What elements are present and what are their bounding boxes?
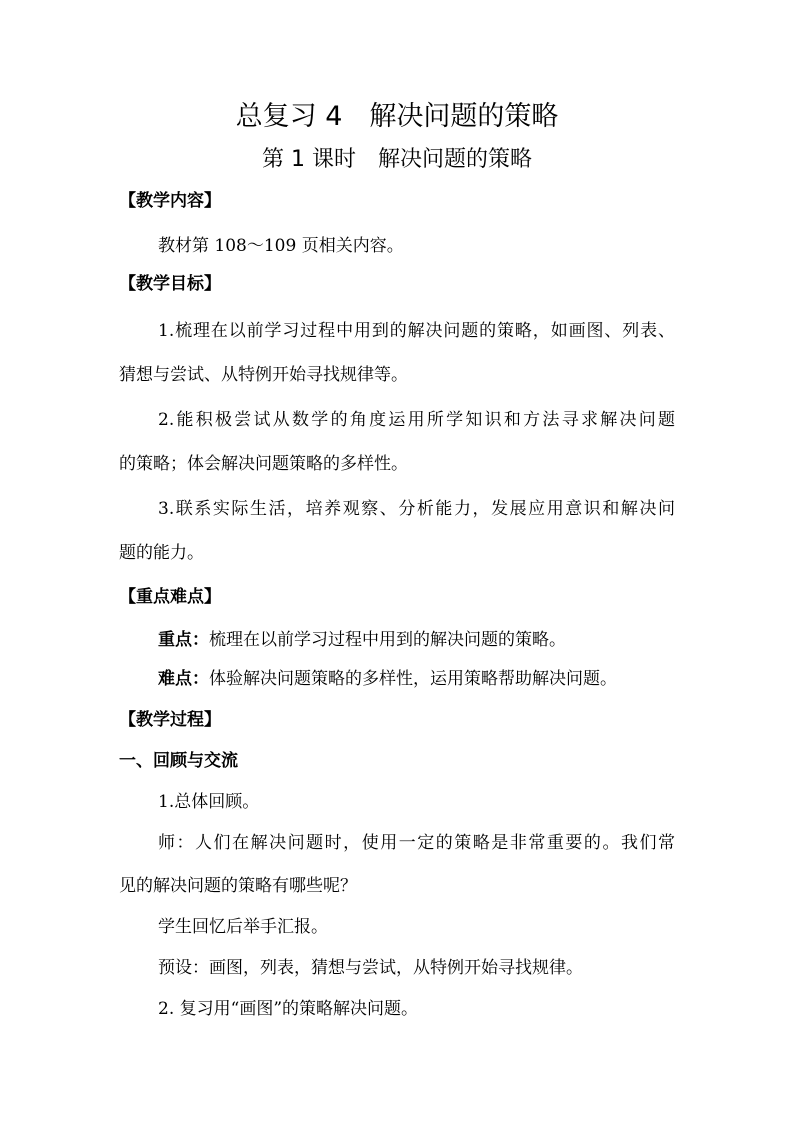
key-point-label: 重点： <box>158 630 209 650</box>
content-heading: 【教学内容】 <box>119 191 221 211</box>
key-point-text: 梳理在以前学习过程中用到的解决问题的策略。 <box>209 630 566 650</box>
document-subtitle: 第 1 课时 解决问题的策略 <box>262 147 532 172</box>
key-point-line <box>158 629 566 651</box>
key-points-heading: 【重点难点】 <box>119 587 221 607</box>
goal-1-line-2: 猜想与尝试、从特例开始寻找规律等。 <box>119 365 408 385</box>
part-1-heading: 一、回顾与交流 <box>119 751 238 771</box>
goals-heading: 【教学目标】 <box>119 274 221 294</box>
teacher-line-2: 见的解决问题的策略有哪些呢？ <box>119 876 357 896</box>
step-1: 1.总体回顾。 <box>158 792 260 812</box>
step-2: 2. 复习用“画图”的策略解决问题。 <box>158 999 419 1019</box>
difficult-point-text: 体验解决问题策略的多样性，运用策略帮助解决问题。 <box>209 669 617 689</box>
goal-2-line-1: 2.能积极尝试从数学的角度运用所学知识和方法寻求解决问题 <box>158 410 675 430</box>
preset-answer: 预设：画图，列表，猜想与尝试，从特例开始寻找规律。 <box>158 958 583 978</box>
students-response: 学生回忆后举手汇报。 <box>158 917 328 937</box>
goal-1-line-1: 1.梳理在以前学习过程中用到的解决问题的策略，如画图、列表、 <box>158 321 675 341</box>
goal-3-line-1: 3.联系实际生活，培养观察、分析能力，发展应用意识和解决问 <box>158 499 675 519</box>
difficult-point-label: 难点： <box>158 669 209 689</box>
process-heading: 【教学过程】 <box>119 710 221 730</box>
goal-3-line-2: 题的能力。 <box>119 543 204 563</box>
teacher-line-1: 师：人们在解决问题时，使用一定的策略是非常重要的。我们常 <box>158 833 675 853</box>
document-title: 总复习 4 解决问题的策略 <box>235 101 559 132</box>
difficult-point-line <box>158 668 617 690</box>
goal-2-line-2: 的策略；体会解决问题策略的多样性。 <box>119 454 408 474</box>
content-text: 教材第 108～109 页相关内容。 <box>158 236 404 256</box>
